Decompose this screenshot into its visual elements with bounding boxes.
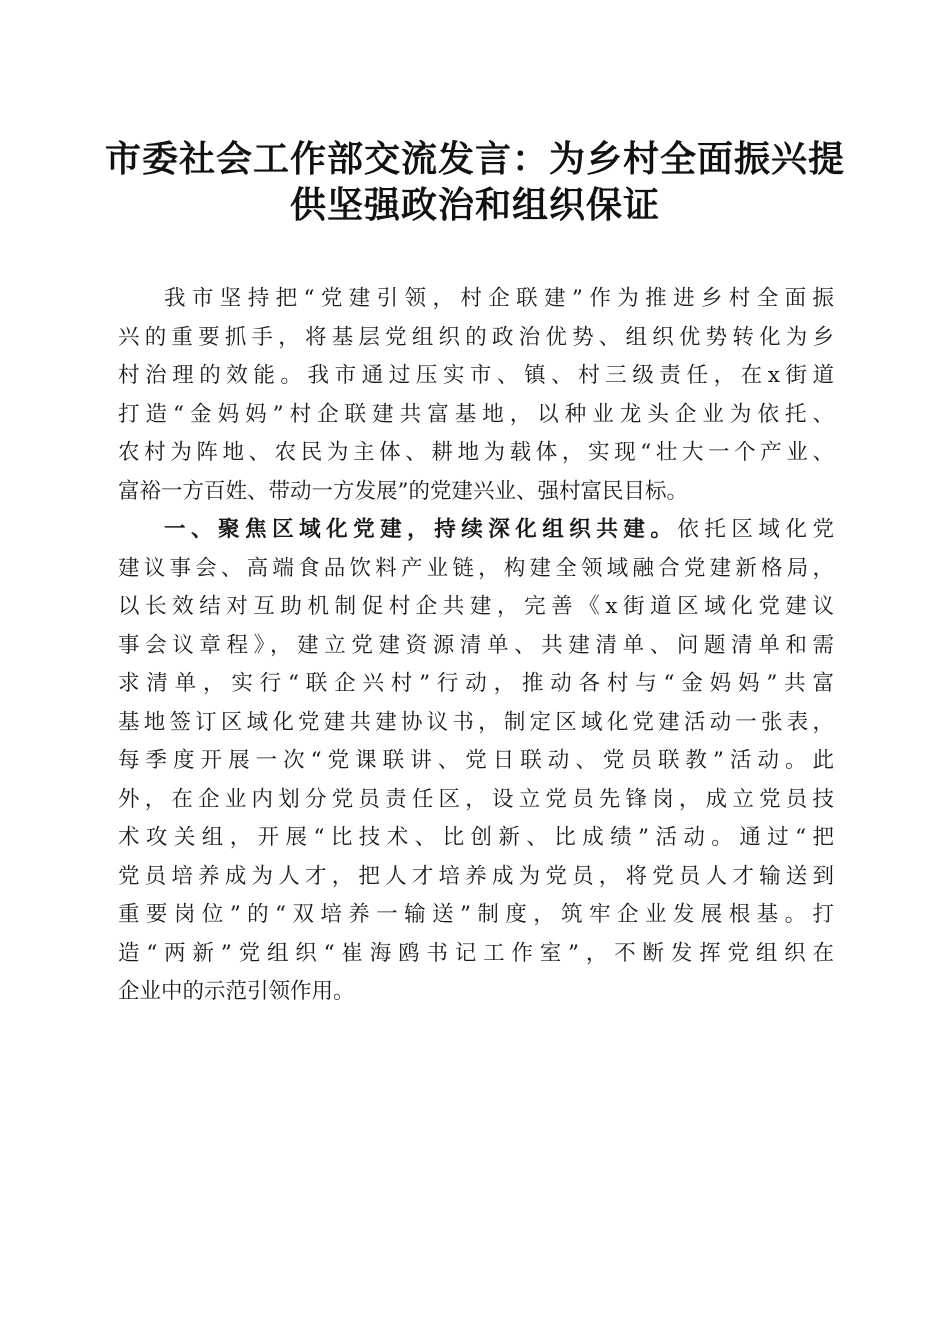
document-body: [118, 280, 834, 1012]
paragraph-line: 企业中的示范引领作用。: [118, 979, 355, 1004]
paragraph-line-rest: 依托区域化党: [677, 517, 834, 542]
paragraph-line: 基地签订区域化党建共建协议书，制定区域化党建活动一张表，: [118, 709, 834, 735]
paragraph-line: 党员培养成为人才，把人才培养成为党员，将党员人才输送到: [118, 863, 834, 889]
paragraph-line: 求清单，实行“联企兴村”行动，推动各村与“金妈妈”共富: [118, 671, 834, 696]
paragraph-line: 建议事会、高端食品饮料产业链，构建全领域融合党建新格局，: [118, 555, 834, 581]
paragraph-line: 重要岗位”的“双培养一输送”制度，筑牢企业发展根基。打: [118, 902, 834, 927]
paragraph-line: 造“两新”党组织“崔海鸥书记工作室”，不断发挥党组织在: [118, 940, 834, 966]
paragraph-line: 富裕一方百姓、带动一方发展”的党建兴业、强村富民目标。: [118, 478, 688, 504]
paragraph-line: 每季度开展一次“党课联讲、党日联动、党员联教”活动。此: [118, 748, 834, 773]
paragraph-line: 外，在企业内划分党员责任区，设立党员先锋岗，成立党员技: [118, 786, 834, 812]
paragraph-line: 打造“金妈妈”村企联建共富基地，以种业龙头企业为依托、: [118, 401, 834, 427]
paragraph-line: 村治理的效能。我市通过压实市、镇、村三级责任，在x街道: [118, 363, 834, 388]
paragraph-line: 事会议章程》，建立党建资源清单、共建清单、问题清单和需: [118, 632, 834, 658]
paragraph-line: 术攻关组，开展“比技术、比创新、比成绩”活动。通过“把: [118, 825, 834, 850]
paragraph-1: [118, 280, 834, 511]
paragraph-2: [118, 511, 834, 1012]
document-title: [100, 136, 850, 228]
paragraph-line: 农村为阵地、农民为主体、耕地为载体，实现“壮大一个产业、: [118, 440, 834, 465]
paragraph-line: 兴的重要抓手，将基层党组织的政治优势、组织优势转化为乡: [118, 324, 834, 350]
paragraph-line: 我市坚持把“党建引领，村企联建”作为推进乡村全面振: [164, 286, 834, 311]
title-line-1: 市委社会工作部交流发言：为乡村全面振兴提: [104, 138, 845, 180]
section-heading: 一、聚焦区域化党建，持续深化组织共建。: [164, 517, 678, 542]
paragraph-first-line: [118, 511, 834, 550]
paragraph-line: 以长效结对互助机制促村企共建，完善《x街道区域化党建议: [118, 594, 834, 619]
title-line-2: 供坚强政治和组织保证: [289, 184, 660, 226]
